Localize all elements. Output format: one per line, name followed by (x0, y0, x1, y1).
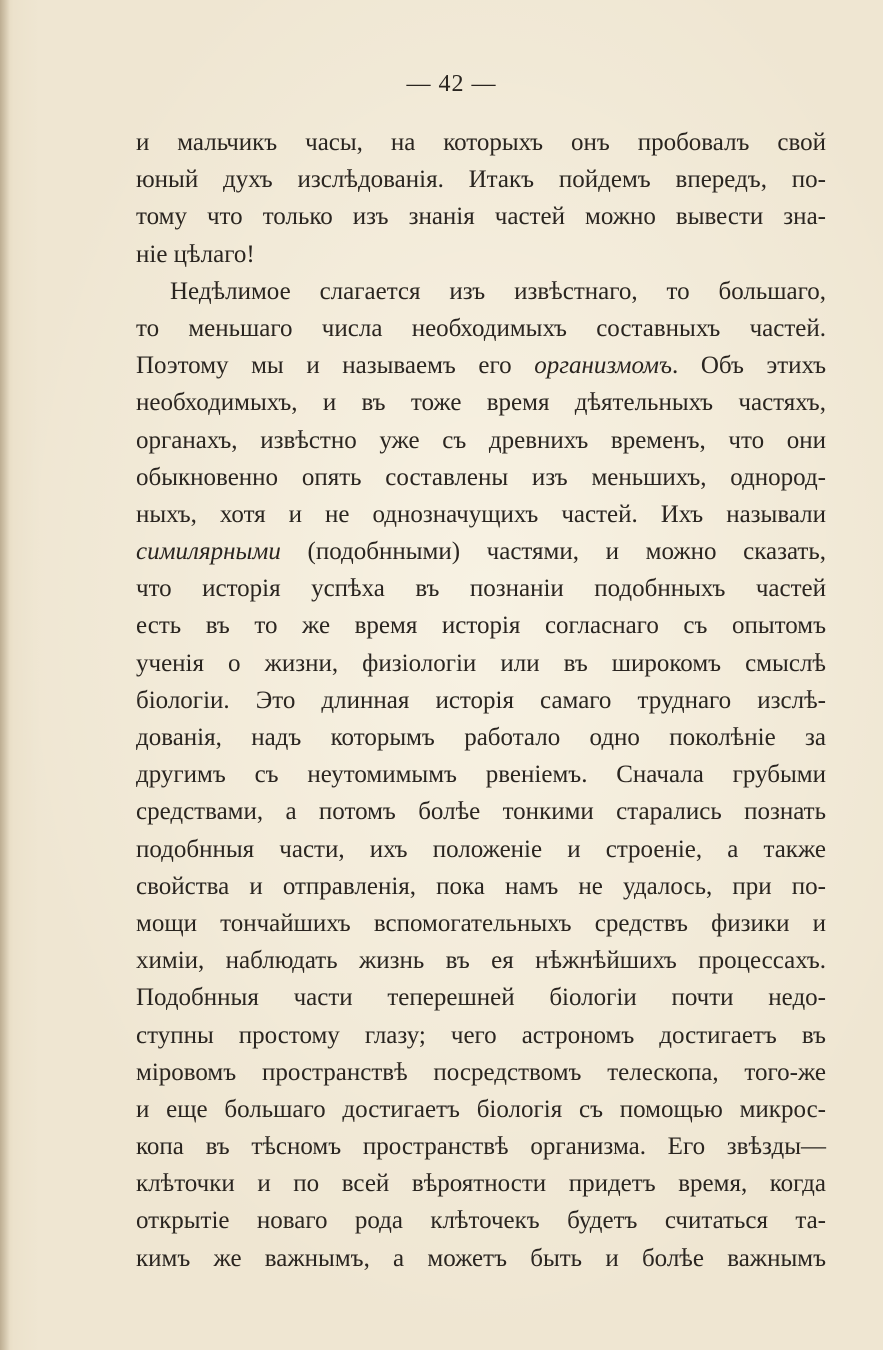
text-line: что исторія успѣха въ познаніи подобнныхъ частей (136, 575, 826, 603)
text-line: открытіе новаго рода клѣточекъ будетъ считаться та- (136, 1207, 826, 1235)
text-line: кимъ же важнымъ, а можетъ быть и болѣе важнымъ (136, 1244, 826, 1272)
text-line: средствами, а потомъ болѣе тонкими старались познать (136, 798, 826, 826)
body-text (136, 124, 826, 1277)
text-line: подобнныя части, ихъ положеніе и строеніе, а также (136, 835, 826, 863)
text-line: ніе цѣлаго! (136, 240, 255, 268)
text-line: тому что только изъ знанія частей можно вывести зна- (136, 203, 826, 231)
text-line: ступны простому глазу; чего астрономъ достигаетъ въ (136, 1021, 826, 1049)
text-line: и мальчикъ часы, на которыхъ онъ пробовалъ свой (136, 129, 826, 156)
text-segment: Поэтому мы и называемъ его (136, 352, 535, 380)
text-segment: . Объ этихъ (671, 352, 826, 380)
text-line: Недѣлимое слагается изъ извѣстнаго, то большаго, (170, 277, 826, 305)
page-number: — 42 — (406, 71, 497, 97)
text-line: свойства и отправленія, пока намъ не удалось, при по- (136, 872, 826, 900)
text-line: то меньшаго числа необходимыхъ составныхъ частей. (136, 314, 826, 342)
text-line: дованія, надъ которымъ работало одно поколѣніе за (136, 724, 826, 751)
text-line: обыкновенно опять составлены изъ меньшихъ, однород- (136, 463, 826, 491)
italic-term: организмомъ (534, 352, 672, 380)
text-line: органахъ, извѣстно уже съ древнихъ временъ, что они (136, 426, 826, 454)
text-line: мощи тончайшихъ вспомогательныхъ средствъ физики и (136, 909, 826, 937)
text-line: ныхъ, хотя и не однозначущихъ частей. Ихъ называли (136, 500, 826, 528)
text-line: и еще большаго достигаетъ біологія съ помощью микрос- (136, 1095, 826, 1123)
text-line: есть въ то же время исторія согласнаго съ опытомъ (136, 612, 826, 640)
text-line: необходимыхъ, и въ тоже время дѣятельныхъ частяхъ, (136, 389, 826, 417)
text-line: клѣточки и по всей вѣроятности придетъ время, когда (136, 1170, 826, 1198)
text-line: міровомъ пространствѣ посредствомъ телескопа, того-же (136, 1058, 826, 1086)
text-line: юный духъ изслѣдованія. Итакъ пойдемъ впередъ, по- (136, 166, 826, 194)
text-line: Подобнныя части теперешней біологіи почти недо- (136, 984, 826, 1012)
spine-shadow (0, 0, 10, 1350)
text-line: ученія о жизни, физіологіи или въ широкомъ смыслѣ (136, 649, 826, 677)
text-line (136, 347, 826, 384)
italic-term: симилярными (136, 538, 281, 566)
text-line (136, 533, 826, 570)
text-line: другимъ съ неутомимымъ рвеніемъ. Сначала грубыми (136, 761, 826, 789)
text-line: химіи, наблюдать жизнь въ ея нѣжнѣйшихъ процессахъ. (136, 947, 826, 975)
text-line: біологіи. Это длинная исторія самаго труднаго изслѣ- (136, 686, 826, 714)
text-line: копа въ тѣсномъ пространствѣ организма. Его звѣзды— (136, 1133, 826, 1161)
text-segment: (подобнными) частями, и можно сказать, (280, 538, 826, 566)
